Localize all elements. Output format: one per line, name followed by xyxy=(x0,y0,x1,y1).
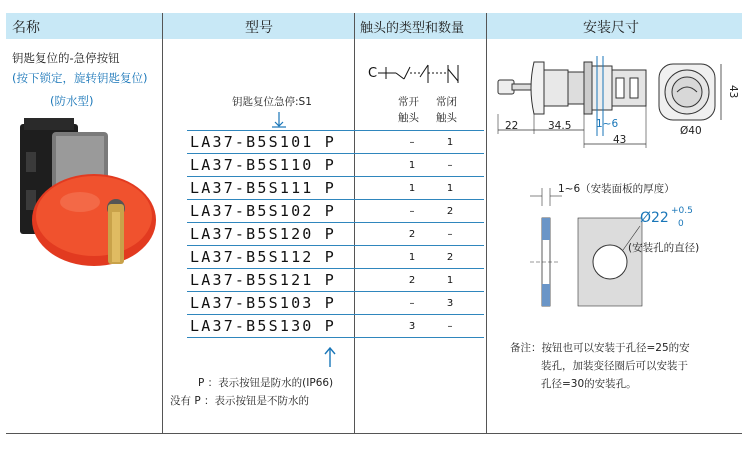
product-title: 钥匙复位的-急停按钮 xyxy=(12,51,120,65)
model-code: LA37-B5S130 P xyxy=(190,317,336,335)
header-contacts: 触头的类型和数量 xyxy=(360,21,465,36)
model-row-divider xyxy=(187,222,484,223)
model-row-divider xyxy=(187,337,484,338)
model-code: LA37-B5S121 P xyxy=(190,271,336,289)
model-row-divider xyxy=(187,268,484,269)
nc-contact-count: 1 xyxy=(446,137,454,148)
model-row-divider xyxy=(187,153,484,154)
nc-contact-count: – xyxy=(447,160,453,171)
svg-text:C: C xyxy=(368,66,378,81)
column-divider xyxy=(486,13,487,433)
dim-43-right: 43 xyxy=(727,85,739,99)
arrow-up-icon xyxy=(322,345,338,369)
dim-dia40: Ø40 xyxy=(680,125,702,137)
nc-contact-count: 1 xyxy=(446,183,454,194)
dim-43-bottom: 43 xyxy=(613,134,627,146)
model-code: LA37-B5S111 P xyxy=(190,179,336,197)
model-code: LA37-B5S101 P xyxy=(190,133,336,151)
no-contact-count: 1 xyxy=(408,252,416,263)
hole-tolerance-zero: 0 xyxy=(678,219,684,229)
nc-contact-count: 3 xyxy=(446,298,454,309)
no-contact-label: 常开 xyxy=(398,96,419,108)
header-model: 型号 xyxy=(245,20,273,36)
reset-type-label: 钥匙复位急停:S1 xyxy=(232,96,312,108)
model-row-divider xyxy=(187,291,484,292)
model-code: LA37-B5S103 P xyxy=(190,294,336,312)
note-not-waterproof: 没有 P ：表示按钮是不防水的 xyxy=(170,395,310,407)
nc-contact-count: 2 xyxy=(446,206,454,217)
dim-34-5: 34.5 xyxy=(548,120,572,132)
nc-contact-label: 常闭 xyxy=(436,96,457,108)
model-code: LA37-B5S112 P xyxy=(190,248,336,266)
product-subtitle: (按下锁定，旋转钥匙复位) xyxy=(12,71,148,85)
nc-contact-label-2: 触头 xyxy=(436,112,457,124)
no-contact-count: – xyxy=(409,137,415,148)
hole-tolerance-plus: +0.5 xyxy=(671,206,693,216)
nc-contact-count: 1 xyxy=(446,275,454,286)
hole-diameter-label: (安装孔的直径) xyxy=(628,242,700,254)
no-contact-label-2: 触头 xyxy=(398,112,419,124)
nc-contact-count: 2 xyxy=(446,252,454,263)
hole-diameter: Ø22 xyxy=(640,210,669,226)
product-photo xyxy=(12,112,160,272)
model-row-divider xyxy=(187,314,484,315)
side-view-drawing xyxy=(492,48,652,148)
model-row-divider xyxy=(187,176,484,177)
nc-contact-count: – xyxy=(447,321,453,332)
no-contact-count: – xyxy=(409,298,415,309)
model-code: LA37-B5S120 P xyxy=(190,225,336,243)
model-code: LA37-B5S102 P xyxy=(190,202,336,220)
no-contact-count: 2 xyxy=(408,275,416,286)
no-contact-count: 1 xyxy=(408,183,416,194)
remark-line-3: 孔径=30的安装孔。 xyxy=(541,378,637,390)
product-waterproof: (防水型) xyxy=(50,94,94,108)
header-name: 名称 xyxy=(12,20,40,36)
nc-contact-count: – xyxy=(447,229,453,240)
no-contact-count: – xyxy=(409,206,415,217)
no-contact-count: 1 xyxy=(408,160,416,171)
model-row-divider xyxy=(187,199,484,200)
column-divider xyxy=(354,13,355,433)
dim-1-6: 1~6 xyxy=(596,118,619,130)
remark-line-1: 备注：按钮也可以安装于孔径=25的安 xyxy=(510,342,690,354)
arrow-down-icon xyxy=(269,110,289,130)
no-contact-count: 2 xyxy=(408,229,416,240)
model-row-divider xyxy=(187,130,484,131)
panel-thickness-label: 1~6（安装面板的厚度） xyxy=(558,183,675,195)
dim-22: 22 xyxy=(505,120,519,132)
model-row-divider xyxy=(187,245,484,246)
contact-symbol-icon xyxy=(368,55,478,89)
column-divider xyxy=(162,13,163,433)
table-bottom-border xyxy=(6,433,742,434)
model-code: LA37-B5S110 P xyxy=(190,156,336,174)
no-contact-count: 3 xyxy=(408,321,416,332)
note-waterproof: P ：表示按钮是防水的(IP66) xyxy=(198,377,334,389)
header-dimensions: 安装尺寸 xyxy=(583,20,639,36)
remark-line-2: 装孔，加装变径圈后可以安装于 xyxy=(541,360,688,372)
